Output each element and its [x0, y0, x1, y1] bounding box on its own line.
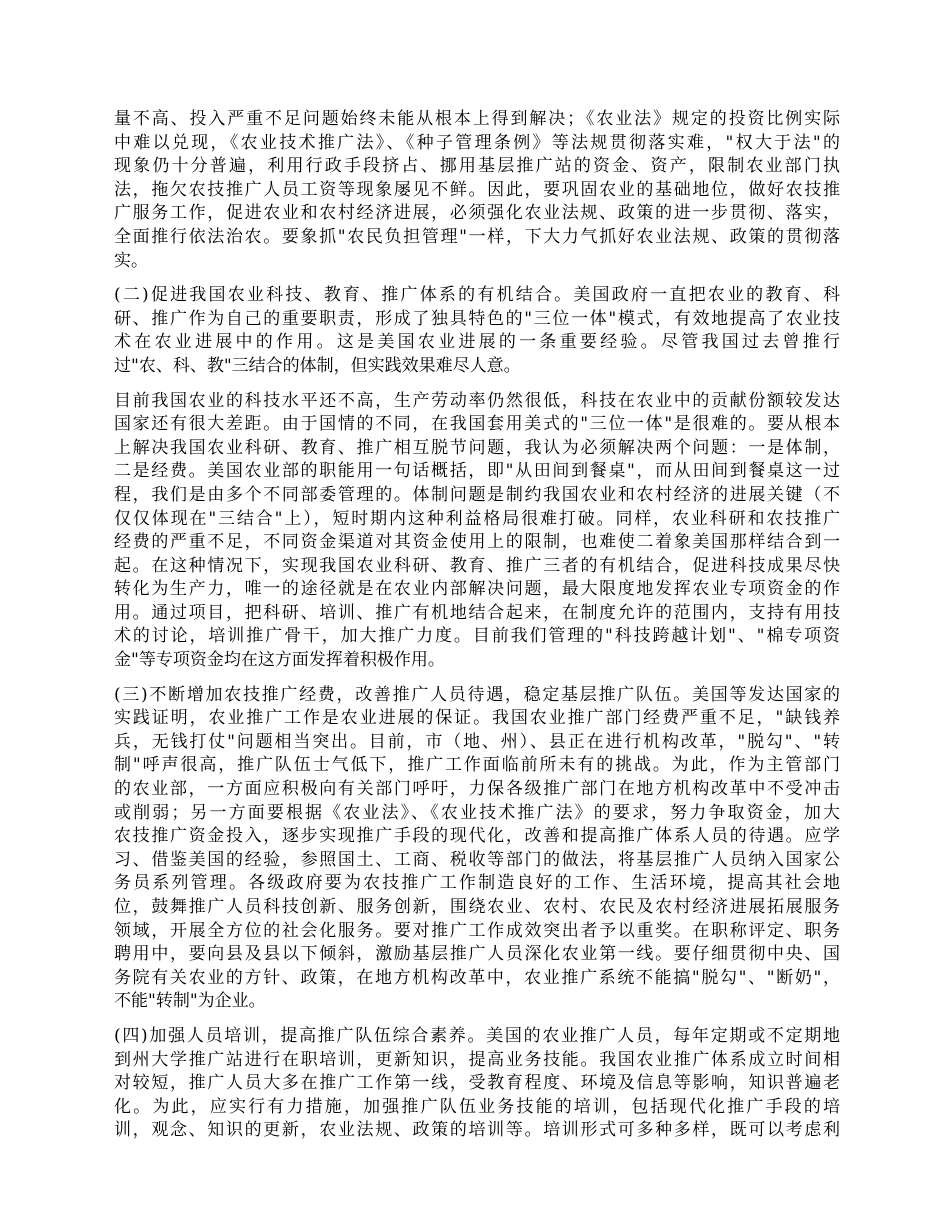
- text-line: 国家还有很大差距。由于国情的不同，在我国套用美式的"三位一体"是很难的。要从根本: [114, 414, 840, 435]
- text-line: 用。通过项目，把科研、培训、推广有机地结合起来，在制度允许的范围内，支持有用技: [114, 602, 840, 623]
- text-line: 过"农、科、教"三结合的体制，但实践效果难尽人意。: [114, 355, 521, 376]
- text-line: 实。: [114, 250, 148, 271]
- text-line: 务院有关农业的方针、政策，在地方机构改革中，农业推广系统不能搞"脱勾"、"断奶"，: [114, 967, 840, 988]
- text-line: 到州大学推广站进行在职培训，更新知识，提高业务技能。我国农业推广体系成立时间相: [114, 1049, 840, 1070]
- text-line: 训，观念、知识的更新，农业法规、政策的培训等。培训形式可多种多样，既可以考虑利: [114, 1120, 840, 1141]
- text-line: 制"呼声很高，推广队伍士气低下，推广工作面临前所未有的挑战。为此，作为主管部门: [114, 755, 840, 776]
- text-line: 现象仍十分普遍，利用行政手段挤占、挪用基层推广站的资金、资产，限制农业部门执: [114, 156, 840, 177]
- text-line: 术在农业进展中的作用。这是美国农业进展的一条重要经验。尽管我国过去曾推行: [114, 332, 840, 353]
- text-line: 研、推广作为自己的重要职责，形成了独具特色的"三位一体"模式，有效地提高了农业技: [114, 308, 840, 329]
- text-line: 化。为此，应实行有力措施，加强推广队伍业务技能的培训，包括现代化推广手段的培: [114, 1096, 840, 1117]
- text-line: 实践证明，农业推广工作是农业进展的保证。我国农业推广部门经费严重不足，"缺钱养: [114, 708, 840, 729]
- paragraph-section-3: [114, 684, 840, 1014]
- text-line: 转化为生产力，唯一的途径就是在农业内部解决问题，最大限度地发挥农业专项资金的作: [114, 579, 840, 600]
- text-line: 位，鼓舞推广人员科技创新、服务创新，围绕农业、农村、农民及农村经济进展拓展服务: [114, 897, 840, 917]
- text-line: 或削弱；另一方面要根据《农业法》、《农业技术推广法》的要求，努力争取资金，加大: [114, 802, 840, 823]
- text-line: 仅仅体现在"三结合"上），短时期内这种利益格局很难打破。同样，农业科研和农技推广: [114, 508, 840, 529]
- text-line: 目前我国农业的科技水平还不高，生产劳动率仍然很低，科技在农业中的贡献份额较发达: [114, 390, 840, 411]
- paragraph-legal-enforcement: [114, 108, 840, 273]
- text-line: 全面推行依法治农。要象抓"农民负担管理"一样，下大力气抓好农业法规、政策的贯彻落: [114, 226, 840, 247]
- paragraph-section-2: [114, 284, 840, 378]
- text-line: 兵，无钱打仗"问题相当突出。目前，市（地、州）、县正在进行机构改革，"脱勾"、"转: [114, 731, 840, 752]
- document-body: [114, 108, 840, 1154]
- text-line: (三)不断增加农技推广经费，改善推广人员待遇，稳定基层推广队伍。美国等发达国家的: [114, 684, 840, 705]
- text-line: 法，拖欠农技推广人员工资等现象屡见不鲜。因此，要巩固农业的基础地位，做好农技推: [114, 179, 840, 200]
- text-line: 程，我们是由多个不同部委管理的。体制问题是制约我国农业和农村经济的进展关键（不: [114, 484, 840, 505]
- text-line: 金"等专项资金均在这方面发挥着积极作用。: [114, 650, 445, 671]
- paragraph-science-tech-level: [114, 390, 840, 673]
- text-line: 经费的严重不足，不同资金渠道对其资金使用上的限制，也难使二着象美国那样结合到一: [114, 532, 840, 553]
- text-line: 务员系列管理。各级政府要为农技推广工作制造良好的工作、生活环境，提高其社会地: [114, 873, 840, 894]
- text-line: 对较短，推广人员大多在推广工作第一线，受教育程度、环境及信息等影响，知识普遍老: [114, 1073, 840, 1094]
- text-line: 量不高、投入严重不足问题始终未能从根本上得到解决；《农业法》规定的投资比例实际: [114, 109, 840, 129]
- text-line: 上解决我国农业科研、教育、推广相互脱节问题，我认为必须解决两个问题：一是体制，: [114, 437, 840, 458]
- text-line: (四)加强人员培训，提高推广队伍综合素养。美国的农业推广人员，每年定期或不定期地: [114, 1025, 840, 1046]
- text-line: 不能"转制"为企业。: [114, 991, 266, 1012]
- text-line: 术的讨论，培训推广骨干，加大推广力度。目前我们管理的"科技跨越计划"、"棉专项资: [114, 626, 840, 647]
- text-line: 二是经费。美国农业部的职能用一句话概括，即"从田间到餐桌"，而从田间到餐桌这一过: [114, 461, 840, 482]
- text-line: 农技推广资金投入，逐步实现推广手段的现代化，改善和提高推广体系人员的待遇。应学: [114, 826, 840, 847]
- text-line: 中难以兑现，《农业技术推广法》、《种子管理条例》等法规贯彻落实难，"权大于法"的: [114, 132, 840, 153]
- text-line: 起。在这种情况下，实现我国农业科研、教育、推广三者的有机结合，促进科技成果尽快: [114, 555, 840, 576]
- text-line: 领域，开展全方位的社会化服务。要对推广工作成效突出者予以重奖。在职称评定、职务: [114, 920, 840, 941]
- text-line: 习、借鉴美国的经验，参照国土、工商、税收等部门的做法，将基层推广人员纳入国家公: [114, 849, 840, 870]
- text-line: 广服务工作，促进农业和农村经济进展，必须强化农业法规、政策的进一步贯彻、落实，: [114, 203, 840, 224]
- paragraph-section-4: [114, 1025, 840, 1143]
- text-line: (二)促进我国农业科技、教育、推广体系的有机结合。美国政府一直把农业的教育、科: [114, 285, 840, 306]
- text-line: 聘用中，要向县及县以下倾斜，激励基层推广人员深化农业第一线。要仔细贯彻中央、国: [114, 944, 840, 965]
- text-line: 的农业部，一方面应积极向有关部门呼吁，力保各级推广部门在地方机构改革中不受冲击: [114, 779, 840, 800]
